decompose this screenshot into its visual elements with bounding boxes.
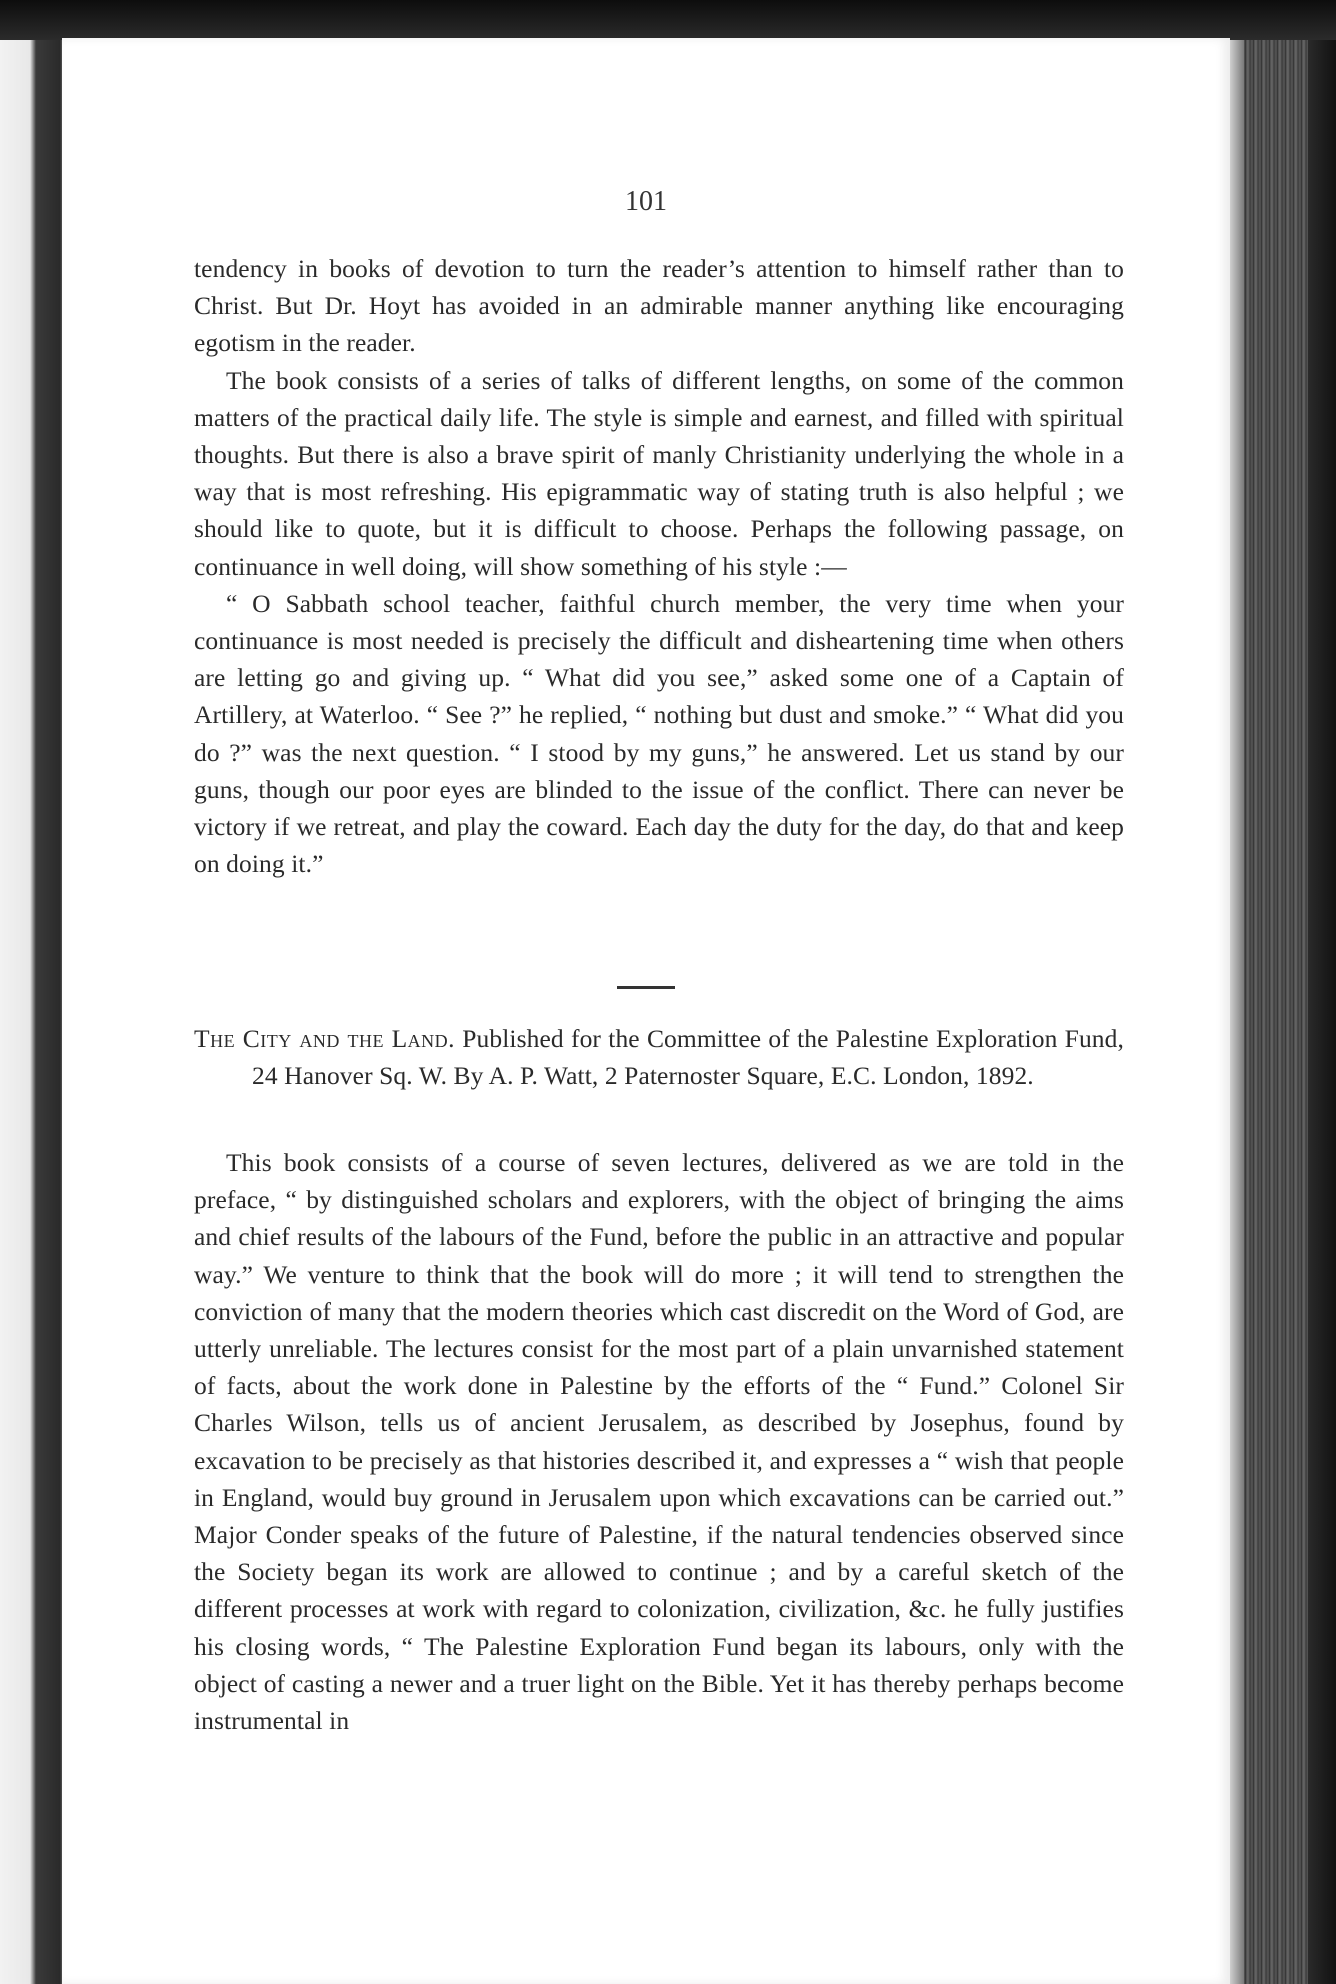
quoted-passage: “ O Sabbath school teacher, faithful church member, the very time when your continuance is most needed is precisely the difficult and disheartening time when others are letting go and giving up. “ What did you see,” asked some one of a Captain of Artillery, at Waterloo. “ See ?” he replied, “ nothing but dust and smoke.” “ What did you do ?” was the next question. “ I stood by my guns,” he answered. Let us stand by our guns, though our poor eyes are blinded to the issue of the conflict. There can never be victory if we retreat, and play the coward. Each day the duty for the day, do that and keep on doing it.”	[194, 588, 1124, 879]
review-continuation	[194, 250, 1124, 882]
paragraph-2: The book consists of a series of talks of different lengths, on some of the common matters of the practical daily life. The style is simple and earnest, and filled with spiritual thoughts. But there is also a brave spirit of manly Christianity underlying the whole in a way that is most refreshing. His epigrammatic way of stating truth is also helpful ; we should like to quote, but it is difficult to choose. Perhaps the following passage, on continuance in well doing, will show something of his style :—	[194, 365, 1124, 581]
book-citation	[194, 1020, 1124, 1094]
book-page-edges	[1230, 40, 1336, 1984]
review-body	[194, 1144, 1124, 1739]
scan-top-edge	[0, 0, 1336, 40]
scan-left-edge	[0, 40, 62, 1984]
paragraph-1: tendency in books of devotion to turn the reader’s attention to himself rather than to Christ. But Dr. Hoyt has avoided in an admirable manner anything like encouraging egotism in the reader.	[194, 254, 1124, 358]
review-paragraph: This book consists of a course of seven lectures, delivered as we are told in the preface, “ by distinguished scholars and explorers, with the object of bringing the aims and chief results of the labours of the Fund, before the public in an attractive and popular way.” We venture to think that the book will do more ; it will tend to strengthen the conviction of many that the modern theories which cast discredit on the Word of God, are utterly unreliable. The lectures consist for the most part of a plain unvarnished statement of facts, about the work done in Palestine by the efforts of the “ Fund.” Colonel Sir Charles Wilson, tells us of ancient Jerusalem, as described by Josephus, found by excavation to be precisely as that histories described it, and expresses a “ wish that people in England, would buy ground in Jerusalem upon which excavations can be carried out.” Major Conder speaks of the future of Palestine, if the natural tendencies observed since the Society began its work are allowed to continue ; and by a careful sketch of the different processes at work with regard to colonization, civilization, &c. he fully justifies his closing words, “ The Palestine Exploration Fund began its labours, only with the object of casting a newer and a truer light on the Bible. Yet it has thereby perhaps become instrumental in	[194, 1148, 1124, 1736]
review-heading	[194, 1020, 1124, 1094]
book-title: The City and the Land.	[194, 1024, 456, 1053]
page-number: 101	[625, 186, 667, 217]
book-page	[62, 38, 1230, 1984]
section-divider	[617, 986, 675, 989]
publication-details: Published for the Committee of the Palestine Exploration Fund, 24 Hanover Sq. W. By A. P. Watt, 2 Paternoster Square, E.C. London, 1892.	[252, 1024, 1124, 1091]
